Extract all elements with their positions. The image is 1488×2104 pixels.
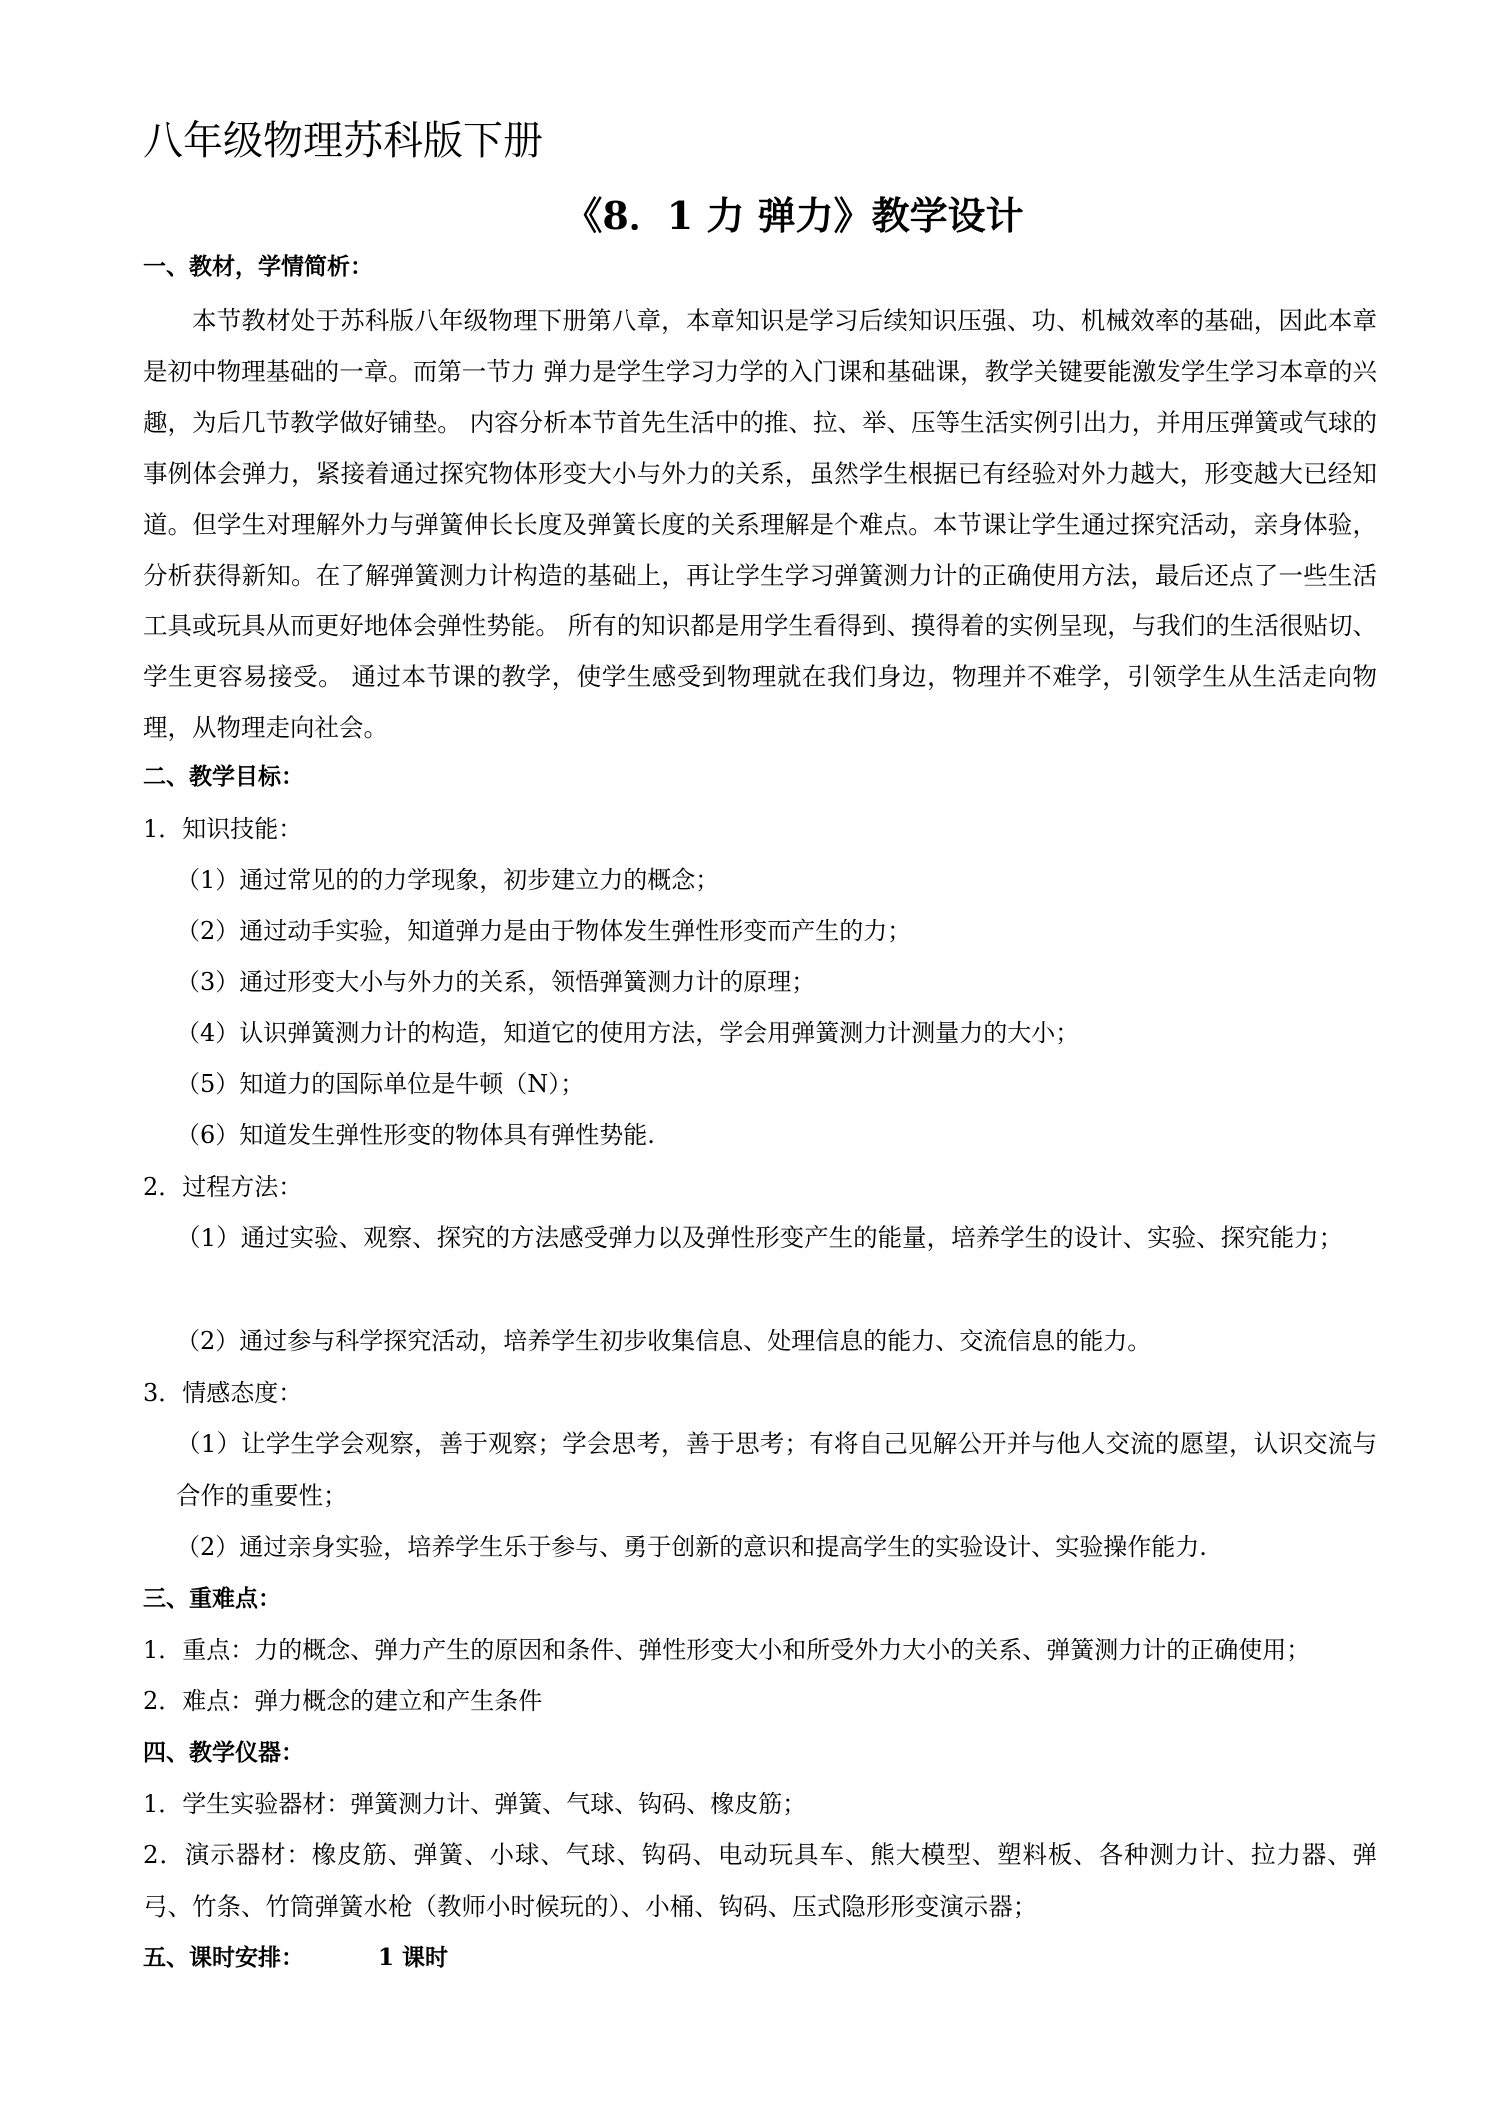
student-equipment-text: 1．学生实验器材：弹簧测力计、弹簧、气球、钩码、橡皮筋；	[143, 1790, 807, 1818]
objective-label-emotion: 3．情感态度：	[143, 1379, 303, 1407]
objective-label-knowledge: 1．知识技能：	[143, 815, 303, 843]
difficulty-text: 2．难点：弹力概念的建立和产生条件	[143, 1687, 543, 1715]
objective-item: （2）通过亲身实验，培养学生乐于参与、勇于创新的意识和提高学生的实验设计、实验操作能力.	[176, 1533, 1207, 1561]
demo-equipment-text: 2．演示器材：橡皮筋、弹簧、小球、气球、钩码、电动玩具车、熊大模型、塑料板、各种测力计、拉力器、弹弓、竹条、竹筒弹簧水枪（教师小时候玩的）、小桶、钩码、压式隐形形变演示器；	[143, 1840, 1377, 1921]
section-heading-key-points: 三、重难点：	[143, 1585, 281, 1612]
objective-item: （3）通过形变大小与外力的关系，领悟弹簧测力计的原理；	[176, 968, 816, 996]
objective-item: （1）通过常见的的力学现象，初步建立力的概念；	[176, 866, 720, 894]
objective-item: （5）知道力的国际单位是牛顿（N）；	[176, 1070, 585, 1098]
objective-item: （1）通过实验、观察、探究的方法感受弹力以及弹性形变产生的能量，培养学生的设计、实验、探究能力；	[176, 1223, 1344, 1252]
analysis-paragraph: 本节教材处于苏科版八年级物理下册第八章，本章知识是学习后续知识压强、功、机械效率的基础，因此本章是初中物理基础的一章。而第一节力 弹力是学生学习力学的入门课和基础课，教学关键要能激发学生学习本章的兴趣，为后几节教学做好铺垫。 内容分析本节首先生活中的推、拉、举、压等生活实例引出力，并用压弹簧或气球的事例体会弹力，紧接着通过探究物体形变大小与外力的关系，虽然学生根据已有经验对外力越大，形变越大已经知道。但学生对理解外力与弹簧伸长长度及弹簧长度的关系理解是个难点。本节课让学生通过探究活动，亲身体验，分析获得新知。在了解弹簧测力计构造的基础上，再让学生学习弹簧测力计的正确使用方法，最后还点了一些生活工具或玩具从而更好地体会弹性势能。 所有的知识都是用学生看得到、摸得着的实例呈现，与我们的生活很贴切、学生更容易接受。 通过本节课的教学，使学生感受到物理就在我们身边，物理并不难学，引领学生从生活走向物理，从物理走向社会。	[143, 306, 1377, 743]
key-point-text: 1．重点：力的概念、弹力产生的原因和条件、弹性形变大小和所受外力大小的关系、弹簧测力计的正确使用；	[143, 1636, 1311, 1664]
objective-item: （2）通过参与科学探究活动，培养学生初步收集信息、处理信息的能力、交流信息的能力。	[176, 1327, 1152, 1355]
objective-label-process: 2．过程方法：	[143, 1173, 303, 1201]
objective-item: （2）通过动手实验，知道弹力是由于物体发生弹性形变而产生的力；	[176, 917, 912, 945]
objective-item: （1）让学生学会观察，善于观察；学会思考，善于思考；有将自己见解公开并与他人交流的愿望，认识交流与合作的重要性；	[176, 1429, 1377, 1510]
grade-title: 八年级物理苏科版下册	[143, 118, 543, 164]
schedule-value: 1 课时	[378, 1944, 449, 1971]
section-heading-analysis: 一、教材，学情简析：	[143, 253, 373, 280]
document-title: 《8．1 力 弹力》教学设计	[564, 193, 1024, 238]
section-heading-schedule: 五、课时安排：	[143, 1944, 304, 1971]
objective-item: （6）知道发生弹性形变的物体具有弹性势能.	[176, 1121, 655, 1149]
objective-item: （4）认识弹簧测力计的构造，知道它的使用方法，学会用弹簧测力计测量力的大小；	[176, 1019, 1080, 1047]
section-heading-equipment: 四、教学仪器：	[143, 1739, 304, 1766]
section-heading-objectives: 二、教学目标：	[143, 763, 304, 790]
